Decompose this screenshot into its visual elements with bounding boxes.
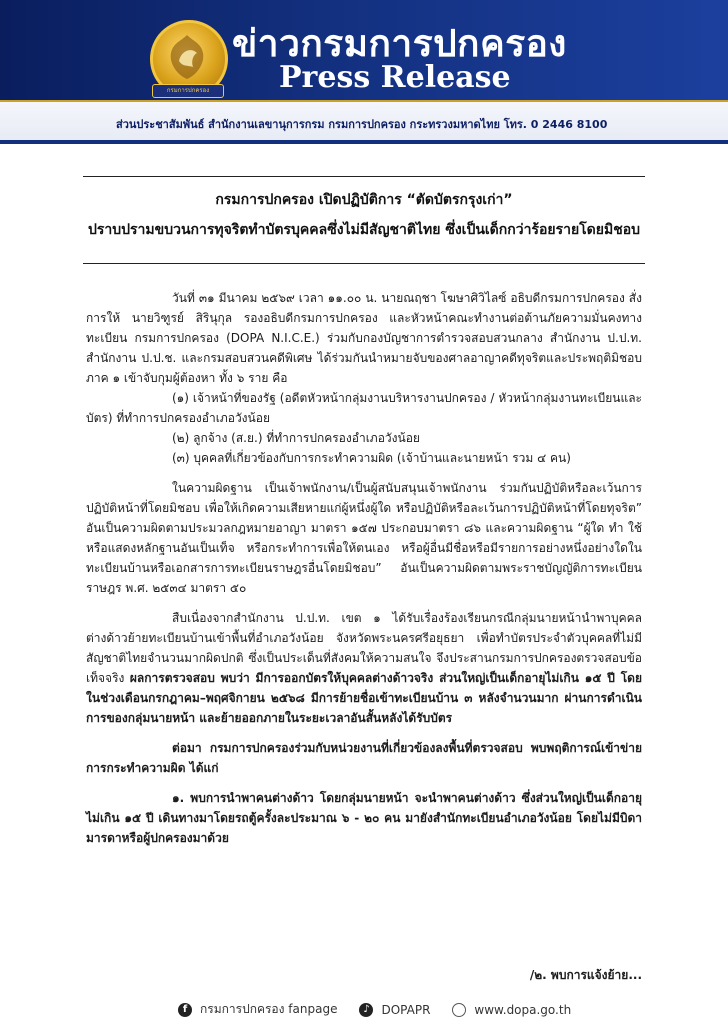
paragraph-2: ในความผิดฐาน เป็นเจ้าพนักงาน/เป็นผู้สนับสนุนเจ้าพนักงาน ร่วมกันปฏิบัติหรือละเว้นการปฏิบัติหน้าที่โดยมิชอบ เพื่อให้เกิดความเสียหายแก่ผู้หนึ่งผู้ใด หรือปฏิบัติหรือละเว้นการปฏิบัติหน้าที่โดยทุจริต” อันเป็นความผิดตามประมวลกฎหมายอาญา มาตรา ๑๕๗ ประกอบมาตรา ๘๖ และความผิดฐาน “ผู้ใด ทำ ใช้ หรือแสดงหลักฐานอันเป็นเท็จ หรือกระทำการเพื่อให้ตนเอง หรือผู้อื่นมีชื่อหรือมีรายการอย่างหนึ่งอย่างใดในทะเบียนบ้านหรือเอกสารการทะเบียนราษฎรอื่นโดยมิชอบ” อันเป็นความผิดตามพระราชบัญญัติการทะเบียนราษฎร พ.ศ. ๒๕๓๔ มาตรา ๕๐ [86, 481, 642, 595]
spacer [86, 468, 642, 478]
paragraph-5: ๑. พบการนำพาคนต่างด้าว โดยกลุ่มนายหน้า จะนำพาคนต่างด้าว ซึ่งส่วนใหญ่เป็นเด็กอายุไม่เกิน ๑๕ ปี เดินทางมาโดยรถตู้ครั้งละประมาณ ๖ - ๒๐ คน มายังสำนักทะเบียนอำเภอวังน้อย โดยไม่มีบิดามารดาหรือผู้ปกครองมาด้วย [86, 791, 642, 845]
paragraph-4: ต่อมา กรมการปกครองร่วมกับหน่วยงานที่เกี่ยวข้องลงพื้นที่ตรวจสอบ พบพฤติการณ์เข้าข่ายการกระทำความผิด ได้แก่ [86, 741, 642, 775]
contact-band [0, 100, 728, 144]
headline-box [83, 176, 645, 264]
header-title-thai: ข่าวกรมการปกครอง [232, 22, 567, 65]
facebook-icon: f [178, 1003, 192, 1017]
article-body [86, 288, 642, 848]
tiktok-icon: ♪ [359, 1003, 373, 1017]
list-item-2: (๒) ลูกจ้าง (ส.ย.) ที่ทำการปกครองอำเภอวังน้อย [172, 431, 420, 445]
list-item-3: (๓) บุคคลที่เกี่ยวข้องกับการกระทำความผิด (เจ้าบ้านและนายหน้า รวม ๔ คน) [172, 451, 571, 465]
headline-line-1: กรมการปกครอง เปิดปฏิบัติการ “ตัดบัตรกรุงเก่า” [215, 192, 513, 208]
paragraph-1: วันที่ ๓๑ มีนาคม ๒๕๖๙ เวลา ๑๑.๐๐ น. นายณฤชา โฆษาศิวิไลซ์ อธิบดีกรมการปกครอง สั่งการให้ นายวิฑูรย์ สิรินุกุล รองอธิบดีกรมการปกครอง และหัวหน้าคณะทำงานต่อต้านภัยความมั่นคงทางทะเบียน กรมการปกครอง (DOPA N.I.C.E.) ร่วมกับกองบัญชาการตำรวจสอบสวนกลาง สำนักงาน ป.ป.ท. สำนักงาน ป.ป.ช. และกรมสอบสวนคดีพิเศษ ได้ร่วมกันนำหมายจับของศาลอาญาคดีทุจริตและประพฤติมิชอบภาค ๑ เข้าจับกุมผู้ต้องหา ทั้ง ๖ ราย คือ [86, 291, 642, 385]
facebook-link[interactable]: กรมการปกครอง fanpage [200, 1002, 338, 1016]
press-release-header [0, 0, 728, 142]
list-item-1: (๑) เจ้าหน้าที่ของรัฐ (อดีตหัวหน้ากลุ่มงานบริหารงานปกครอง / หัวหน้ากลุ่มงานทะเบียนและบัตร) ที่ทำการปกครองอำเภอวังน้อย [86, 391, 642, 425]
seal-emblem-icon [163, 31, 211, 83]
globe-icon [452, 1003, 466, 1017]
footer-links [178, 1000, 571, 1019]
website-link[interactable]: www.dopa.go.th [474, 1002, 572, 1017]
spacer [86, 598, 642, 608]
headline-line-2: ปราบปรามขบวนการทุจริตทำบัตรบุคคลซึ่งไม่มีสัญชาติไทย ซึ่งเป็นเด็กกว่าร้อยรายโดยมิชอบ [87, 222, 641, 238]
continued-marker: /๒. พบการแจ้งย้าย... [529, 968, 642, 982]
contact-line: ส่วนประชาสัมพันธ์ สำนักงานเลขานุการกรม กรมการปกครอง กระทรวงมหาดไทย โทร. 0 2446 8100 [116, 118, 608, 131]
paragraph-3 [86, 608, 642, 728]
contact-band-divider [0, 140, 728, 144]
spacer [86, 778, 642, 788]
tiktok-link[interactable]: DOPAPR [381, 1002, 431, 1017]
header-title-english: Press Release [279, 60, 511, 95]
paragraph-3-finding: ผลการตรวจสอบ พบว่า มีการออกบัตรให้บุคคลต่างด้าวจริง ส่วนใหญ่เป็นเด็กอายุไม่เกิน ๑๕ ปี โดยในช่วงเดือนกรกฎาคม–พฤศจิกายน ๒๕๖๘ มีการย้ายชื่อเข้าทะเบียนบ้าน ๓ หลังจำนวนมาก ผ่านการดำเนินการของกลุ่มนายหน้า และย้ายออกภายในระยะเวลาอันสั้นหลังได้รับบัตร [86, 671, 642, 725]
footer [0, 988, 728, 1030]
paragraph-3-text: สืบเนื่องจากสำนักงาน ป.ป.ท. เขต ๑ ได้รับเรื่องร้องเรียนกรณีกลุ่มนายหน้านำพาบุคคลต่างด้าวย้ายทะเบียนบ้านเข้าพื้นที่อำเภอวังน้อย จังหวัดพระนครศรีอยุธยา เพื่อทำบัตรประจำตัวบุคคลที่ไม่มีสัญชาติไทยจำนวนมากผิดปกติ ซึ่งเป็นประเด็นที่สังคมให้ความสนใจ จึงประสานกรมการปกครองตรวจสอบข้อเท็จจริง [86, 611, 642, 685]
spacer [86, 728, 642, 738]
seal-ribbon: กรมการปกครอง [152, 84, 224, 98]
